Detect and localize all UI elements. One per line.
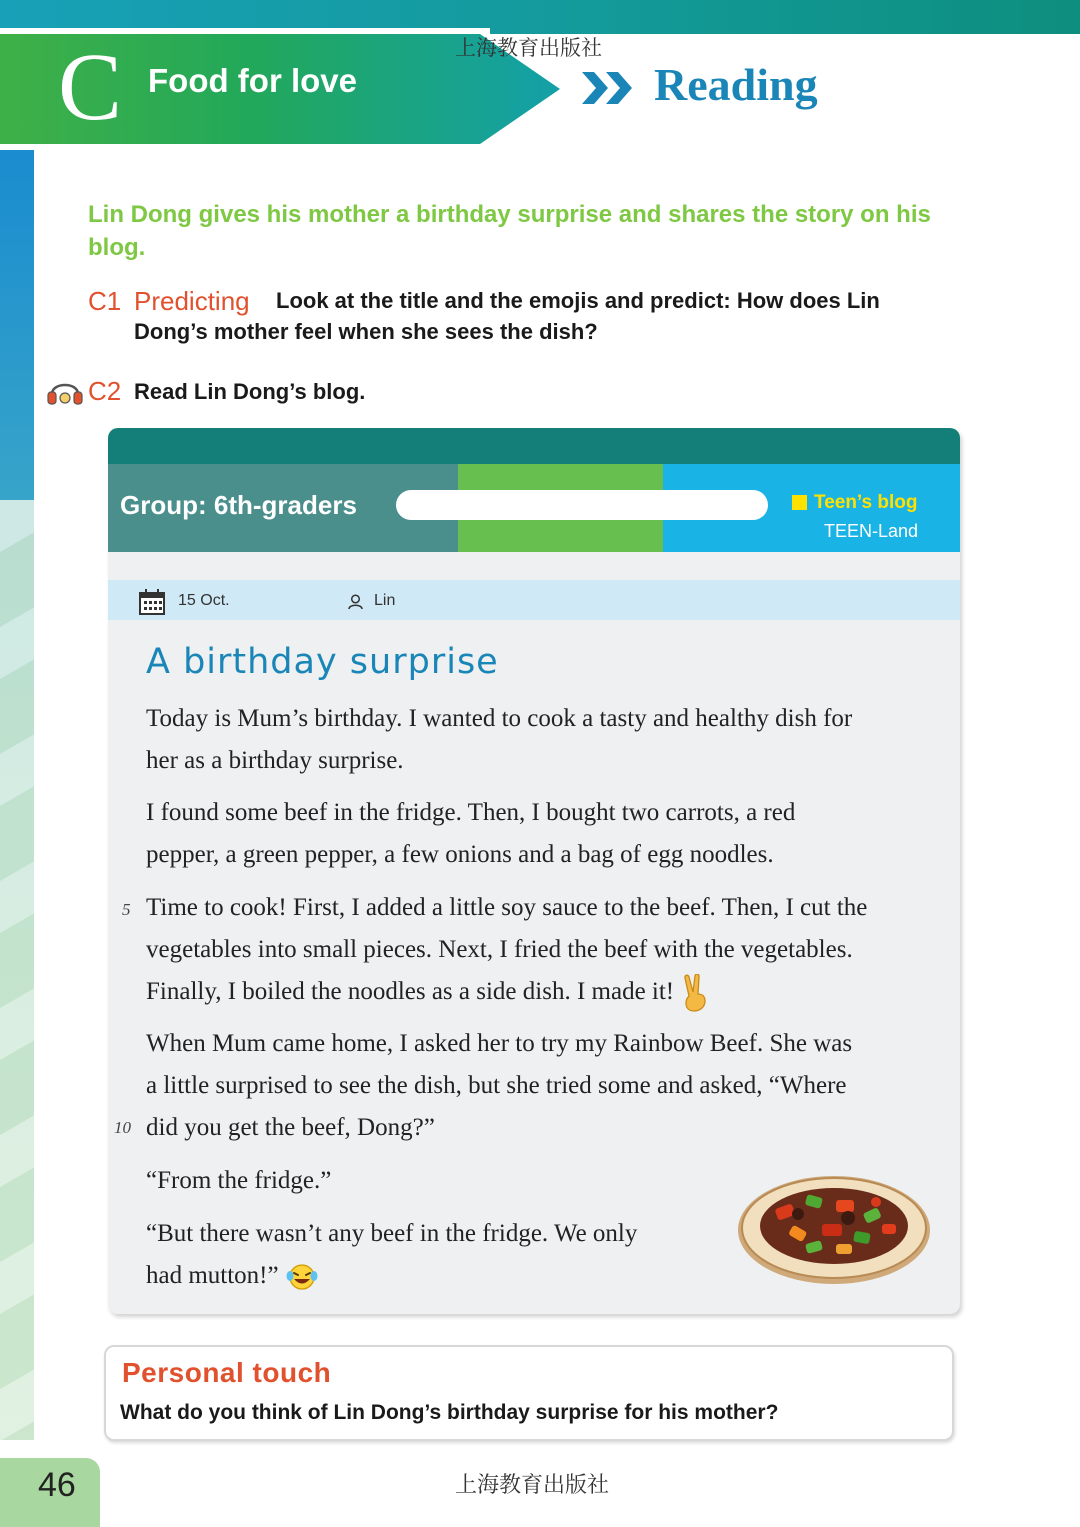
text-line: her as a birthday surprise.	[146, 747, 404, 774]
audio-icon[interactable]	[44, 374, 86, 408]
personal-touch-title: Personal touch	[122, 1357, 332, 1388]
blog-header	[108, 464, 960, 552]
personal-touch-question: What do you think of Lin Dong’s birthday surprise for his mother?	[120, 1401, 779, 1424]
unit-letter: C	[58, 33, 123, 140]
line-number-10: 10	[114, 1118, 131, 1137]
calendar-icon	[138, 588, 166, 616]
task-c1-text: Look at the title and the emojis and predict: How does Lin Dong’s mother feel when she sees the dish?	[134, 288, 880, 344]
user-icon	[348, 594, 363, 610]
blog-brand: Teen’s blog	[814, 492, 918, 513]
text-line: vegetables into small pieces. Next, I fried the beef with the vegetables.	[146, 936, 853, 963]
publisher-footer: 上海教育出版社	[455, 1473, 610, 1498]
text-line-with-emoji	[146, 971, 867, 1013]
text-line: did you get the beef, Dong?”	[146, 1114, 435, 1141]
text-line: Finally, I boiled the noodles as a side dish. I made it!	[146, 978, 675, 1005]
blog-card	[108, 428, 960, 1314]
intro-text: Lin Dong gives his mother a birthday surprise and shares the story on his blog.	[88, 201, 931, 261]
task-c2-text: Read Lin Dong’s blog.	[134, 379, 366, 404]
task-c2-number: C2	[88, 376, 122, 406]
post-date: 15 Oct.	[178, 592, 230, 609]
text-line-with-emoji	[146, 1255, 637, 1297]
rainbow-beef-dish-illustration	[736, 1166, 932, 1288]
text-line: Time to cook! First, I added a little soy sauce to the beef. Then, I cut the	[146, 894, 868, 921]
group-label: Group: 6th-graders	[120, 490, 357, 520]
personal-touch-box	[104, 1345, 954, 1441]
paragraph-6	[146, 1213, 637, 1297]
blog-site-name: TEEN-Land	[824, 521, 919, 541]
page-number: 46	[38, 1466, 76, 1504]
paragraph-1	[146, 698, 852, 782]
text-line: “But there wasn’t any beef in the fridge. We only	[146, 1220, 638, 1247]
text-line: When Mum came home, I asked her to try my Rainbow Beef. She was	[146, 1030, 853, 1057]
victory-hand-icon	[680, 974, 710, 1012]
text-line: I found some beef in the fridge. Then, I bought two carrots, a red	[146, 799, 796, 826]
double-chevron-icon	[580, 66, 638, 110]
task-c1-number: C1	[88, 286, 122, 316]
text-line: a little surprised to see the dish, but she tried some and asked, “Where	[146, 1072, 847, 1099]
section-title: Reading	[654, 59, 818, 110]
paragraph-2	[146, 792, 795, 876]
brand-square-icon	[792, 495, 807, 510]
unit-title: Food for love	[148, 62, 357, 99]
post-meta-bar	[108, 580, 960, 620]
text-line: had mutton!”	[146, 1262, 279, 1289]
paragraph-3	[146, 887, 867, 1013]
publisher-watermark: 上海教育出版社	[455, 36, 602, 60]
left-decor-stripes	[0, 500, 34, 1440]
text-line: “From the fridge.”	[146, 1167, 332, 1194]
post-author: Lin	[374, 592, 396, 609]
text-line: pepper, a green pepper, a few onions and a bag of egg noodles.	[146, 841, 774, 868]
blog-top-bar	[108, 428, 960, 464]
search-bar[interactable]	[396, 490, 768, 520]
task-c1-label: Predicting	[134, 286, 250, 316]
post-title: A birthday surprise	[146, 642, 499, 682]
paragraph-5	[146, 1160, 331, 1202]
paragraph-4	[146, 1023, 852, 1149]
text-line: Today is Mum’s birthday. I wanted to cook a tasty and healthy dish for	[146, 705, 853, 732]
laughing-tears-icon	[285, 1262, 319, 1292]
line-number-5: 5	[122, 900, 131, 919]
